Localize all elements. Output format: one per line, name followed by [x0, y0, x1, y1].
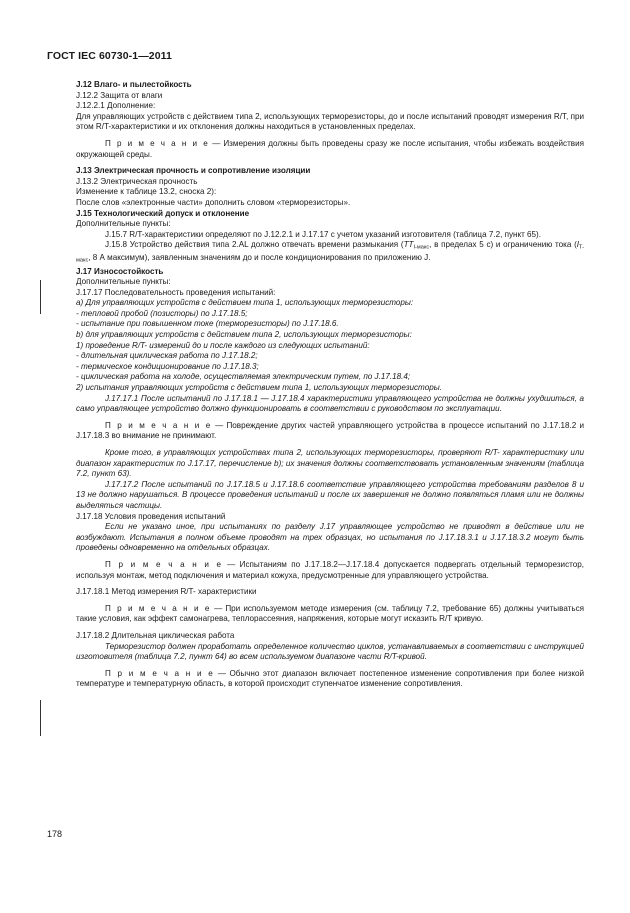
list-item-a-2: - испытание при повышенном токе (терморезисторы) по J.17.18.6.: [76, 319, 339, 329]
change-bar-2: [40, 700, 41, 736]
subsection-j17-18-1: J.17.18.1 Метод измерения R/T- характеристики: [76, 587, 257, 597]
list-item-b-1-2: - термическое кондиционирование по J.17.18.3;: [76, 361, 259, 371]
list-item-b-1: 1) проведение R/T- измерений до и после каждого из следующих испытаний:: [76, 340, 370, 350]
section-heading-j17: J.17 Износостойкость: [76, 266, 164, 276]
list-item-b-2: 2) испытания управляющих устройств с действием типа 1, использующих терморезисторы.: [76, 383, 442, 393]
paragraph-j15-7: J.15.7 R/T-характеристики определяют по J.12.2.1 и J.17.17 с учетом указаний изготовителя (таблица 7.2, пункт 65).: [105, 229, 542, 239]
paragraph-additionally: Кроме того, в управляющих устройствах типа 2, использующих терморезисторы, проверяют R/T- характеристику или диапазон характеристик по J.17.17, перечисление b); их значения должны соответствовать установленным значениям (таблица 7.2, пункт 63).: [76, 448, 584, 479]
list-item-a: a) Для управляющих устройств с действием типа 1, использующих терморезисторы:: [76, 298, 414, 308]
subsection-j13-2: J.13.2 Электрическая прочность: [76, 176, 198, 186]
paragraph-add-word: После слов «электронные части» дополнить словом «терморезисторы».: [76, 197, 351, 207]
paragraph-j17-18-2: Терморезистор должен проработать определенное количество циклов, устанавливаемых в соответствии с инструкцией изготовителя (таблица 7.2, пункт 64) во всем используемом диапазоне части R/T-кривой.: [76, 641, 584, 662]
subsection-j12-2: J.12.2 Защита от влаги: [76, 90, 163, 100]
section-heading-j12: J.12 Влаго- и пылестойкость: [76, 80, 192, 89]
list-item-b-1-3: - циклическая работа на холоде, осуществляемая электрическим путем, по J.17.18.4;: [76, 372, 411, 382]
document-header: ГОСТ IEC 60730-1—2011: [47, 50, 172, 62]
document-body: [76, 80, 584, 690]
note-1: П р и м е ч а н и е — Измерения должны быть проведены сразу же после испытания, чтобы избежать воздействия окружающей среды.: [76, 138, 584, 159]
paragraph-additional-items: Дополнительные пункты:: [76, 219, 171, 229]
paragraph-j17-18: Если не указано иное, при испытаниях по разделу J.17 управляющее устройство не приводят в действие или не возбуждают. Испытания в полном объеме проводят на трех образцах, но испытания по J.17.18.3.1 и J.17.18.3.2 могут быть проведены одновременно на отдельных образцах.: [76, 522, 584, 553]
paragraph-j15-8: J.15.8 Устройство действия типа 2.AL должно отвечать времени размыкания ($TT_{I-макс}$, в пределах 5 с) и ограничению тока ($I_{T-макс}$, 8 А максимум), заявленным значениям до и после кондиционирования по приложению J.: [76, 240, 584, 264]
paragraph-j17-17-1: J.17.17.1 После испытаний по J.17.18.1 — J.17.18.4 характеристики управляющего устройства не должны ухудшиться, а само управляющее устройство должно функционировать в соответствии с руководством по эксплуатации.: [76, 393, 584, 414]
subsection-j12-2-1: J.12.2.1 Дополнение:: [76, 101, 156, 111]
section-heading-j13: J.13 Электрическая прочность и сопротивление изоляции: [76, 166, 311, 176]
list-item-b: b) для управляющих устройств с действием типа 2, использующих терморезисторы:: [76, 330, 412, 340]
section-heading-j15: J.15 Технологический допуск и отклонение: [76, 208, 250, 218]
subsection-j17-18-2: J.17.18.2 Длительная циклическая работа: [76, 630, 235, 640]
list-item-a-1: - тепловой пробой (позисторы) по J.17.18.5;: [76, 308, 248, 318]
paragraph-table-change: Изменение к таблице 13.2, сноска 2):: [76, 187, 217, 197]
subsection-j17-18: J.17.18 Условия проведения испытаний: [76, 511, 226, 521]
subsection-j17-17: J.17.17 Последовательность проведения испытаний:: [76, 287, 276, 297]
note-5: П р и м е ч а н и е — Обычно этот диапазон включает постепенное изменение сопротивления при более низкой температуре и температурную область, в которой происходит ступенчатое изменение сопротивления.: [76, 668, 584, 689]
change-bar-1: [40, 280, 41, 314]
paragraph-additional-items-2: Дополнительные пункты:: [76, 277, 171, 287]
page-number: 178: [47, 829, 63, 839]
paragraph-j12-2-1: Для управляющих устройств с действием типа 2, использующих терморезисторы, до и после испытаний проводят измерения R/T, при этом R/T-характеристики и их отклонения должны находиться в установленных пределах.: [76, 111, 584, 132]
paragraph-j17-17-2: J.17.17.2 После испытаний по J.17.18.5 и J.17.18.6 соответствие управляющего устройства требованиям разделов 8 и 13 не должно нарушаться. В процессе проведения испытаний и после их завершения не должно появляться пламя или не должны выделяться частицы.: [76, 479, 584, 510]
note-3: П р и м е ч а н и е — Испытаниям по J.17.18.2—J.17.18.4 допускается подвергать отдельный терморезистор, используя монтаж, метод подключения и материал кожуха, предусмотренные для управляющего устройства.: [76, 559, 584, 580]
list-item-b-1-1: - длительная циклическая работа по J.17.18.2;: [76, 351, 258, 361]
note-2: П р и м е ч а н и е — Повреждение других частей управляющего устройства в процессе испытаний по J.17.18.2 и J.17.18.3 во внимание не принимают.: [76, 420, 584, 441]
note-4: П р и м е ч а н и е — При используемом методе измерения (см. таблицу 7.2, требование 65) должны учитываться такие условия, как эффект самонагрева, теплорассеяния, напряжения, которые могут исказить R/T кривую.: [76, 603, 584, 624]
